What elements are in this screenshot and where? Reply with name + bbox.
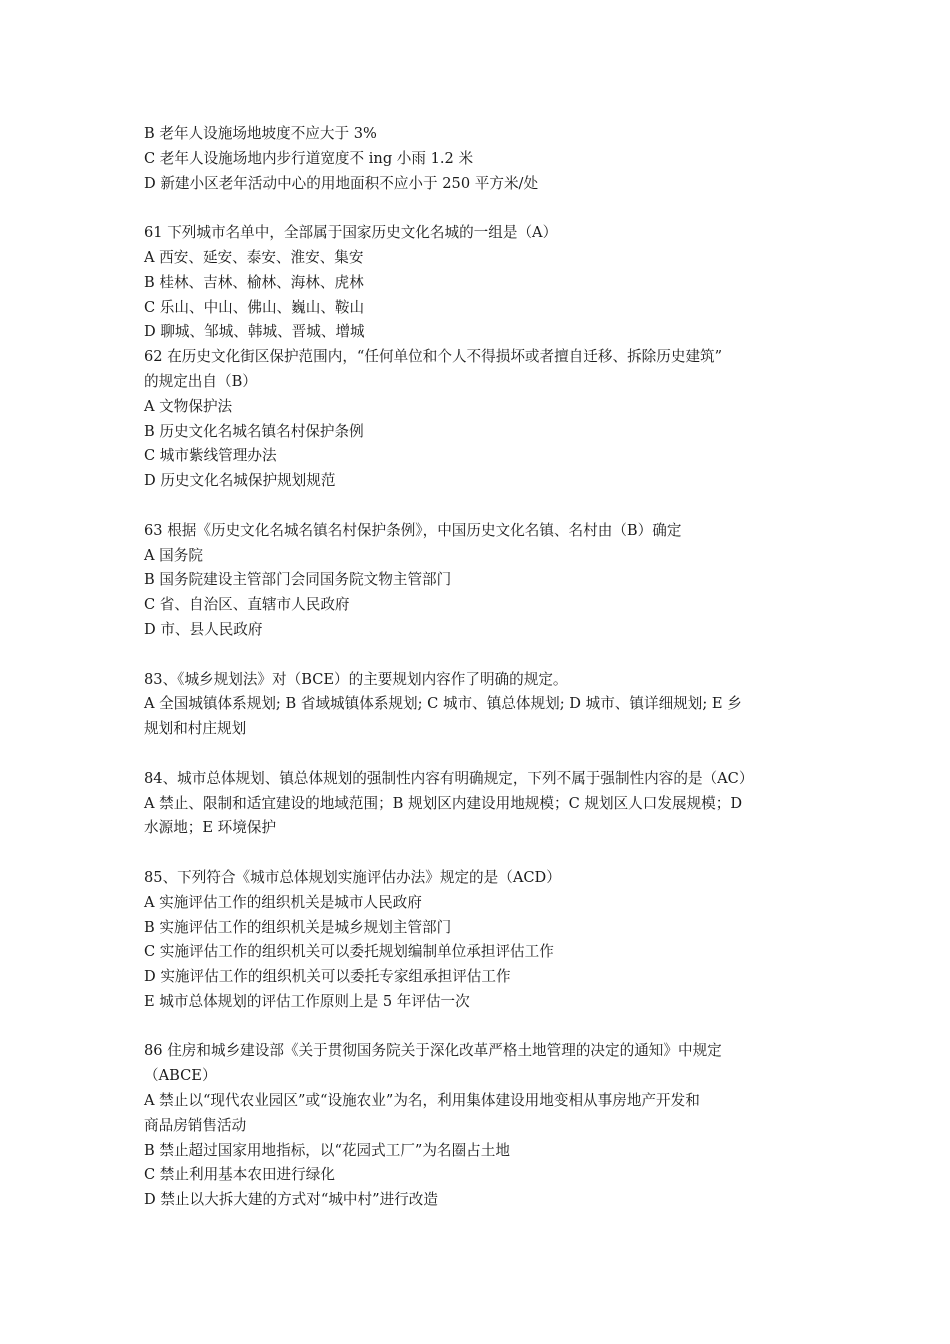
blank-line	[144, 643, 812, 668]
document-page	[144, 122, 812, 1213]
q61-option-d: D 聊城、邹城、韩城、晋城、增城	[144, 323, 365, 341]
blank-line	[144, 841, 812, 866]
q61-stem: 61 下列城市名单中，全部属于国家历史文化名城的一组是（A）	[144, 224, 558, 242]
q61-option-a: A 西安、延安、泰安、淮安、集安	[144, 248, 364, 266]
q62-option-c: C 城市紫线管理办法	[144, 447, 277, 465]
q86-option-a-line2: 商品房销售活动	[144, 1116, 247, 1134]
q63-option-d: D 市、县人民政府	[144, 620, 263, 638]
q83-options-line1: A 全国城镇体系规划; B 省域城镇体系规划; C 城市、镇总体规划; D 城市、镇详细规划; E 乡	[144, 695, 742, 713]
q62-stem-line1: 62 在历史文化街区保护范围内，“任何单位和个人不得损坏或者擅自迁移、拆除历史建筑”	[144, 348, 723, 366]
q86-stem-line2: （ABCE）	[144, 1067, 217, 1085]
q63-option-a: A 国务院	[144, 546, 203, 564]
q84-options-line1: A 禁止、限制和适宜建设的地域范围；B 规划区内建设用地规模；C 规划区人口发展规模；D	[144, 794, 743, 812]
blank-line	[144, 742, 812, 767]
q86-option-a-line1: A 禁止以“现代农业园区”或“设施农业”为名，利用集体建设用地变相从事房地产开发和	[144, 1092, 700, 1110]
q84-options-line2: 水源地；E 环境保护	[144, 819, 277, 837]
blank-line	[144, 196, 812, 221]
q60-option-d: D 新建小区老年活动中心的用地面积不应小于 250 平方米/处	[144, 174, 539, 192]
q60-option-c: C 老年人设施场地内步行道宽度不 ing 小雨 1.2 米	[144, 149, 474, 167]
q62-option-a: A 文物保护法	[144, 397, 233, 415]
q83-options-line2: 规划和村庄规划	[144, 720, 247, 738]
q85-option-a: A 实施评估工作的组织机关是城市人民政府	[144, 893, 422, 911]
q85-stem: 85、下列符合《城市总体规划实施评估办法》规定的是（ACD）	[144, 868, 561, 886]
q85-option-e: E 城市总体规划的评估工作原则上是 5 年评估一次	[144, 992, 470, 1010]
q86-option-c: C 禁止利用基本农田进行绿化	[144, 1166, 335, 1184]
q84-stem: 84、城市总体规划、镇总体规划的强制性内容有明确规定，下列不属于强制性内容的是（AC）	[144, 769, 754, 787]
q62-option-d: D 历史文化名城保护规划规范	[144, 472, 336, 490]
q86-option-d: D 禁止以大拆大建的方式对“城中村”进行改造	[144, 1191, 438, 1209]
q85-option-d: D 实施评估工作的组织机关可以委托专家组承担评估工作	[144, 968, 511, 986]
q61-option-c: C 乐山、中山、佛山、巍山、鞍山	[144, 298, 365, 316]
q62-option-b: B 历史文化名城名镇名村保护条例	[144, 422, 364, 440]
q63-option-b: B 国务院建设主管部门会同国务院文物主管部门	[144, 571, 452, 589]
q86-option-b: B 禁止超过国家用地指标，以“花园式工厂”为名圈占土地	[144, 1141, 510, 1159]
q60-option-b: B 老年人设施场地坡度不应大于 3%	[144, 125, 377, 142]
blank-line	[144, 494, 812, 519]
q83-stem: 83、《城乡规划法》对（BCE）的主要规划内容作了明确的规定。	[144, 670, 568, 688]
blank-line	[144, 1015, 812, 1040]
q63-stem: 63 根据《历史文化名城名镇名村保护条例》，中国历史文化名镇、名村由（B）确定	[144, 521, 682, 539]
q62-stem-line2: 的规定出自（B）	[144, 372, 257, 390]
q63-option-c: C 省、自治区、直辖市人民政府	[144, 596, 350, 614]
q61-option-b: B 桂林、吉林、榆林、海林、虎林	[144, 273, 364, 291]
q85-option-c: C 实施评估工作的组织机关可以委托规划编制单位承担评估工作	[144, 943, 554, 961]
q85-option-b: B 实施评估工作的组织机关是城乡规划主管部门	[144, 918, 452, 936]
q86-stem-line1: 86 住房和城乡建设部《关于贯彻国务院关于深化改革严格土地管理的决定的通知》中规定	[144, 1042, 722, 1060]
